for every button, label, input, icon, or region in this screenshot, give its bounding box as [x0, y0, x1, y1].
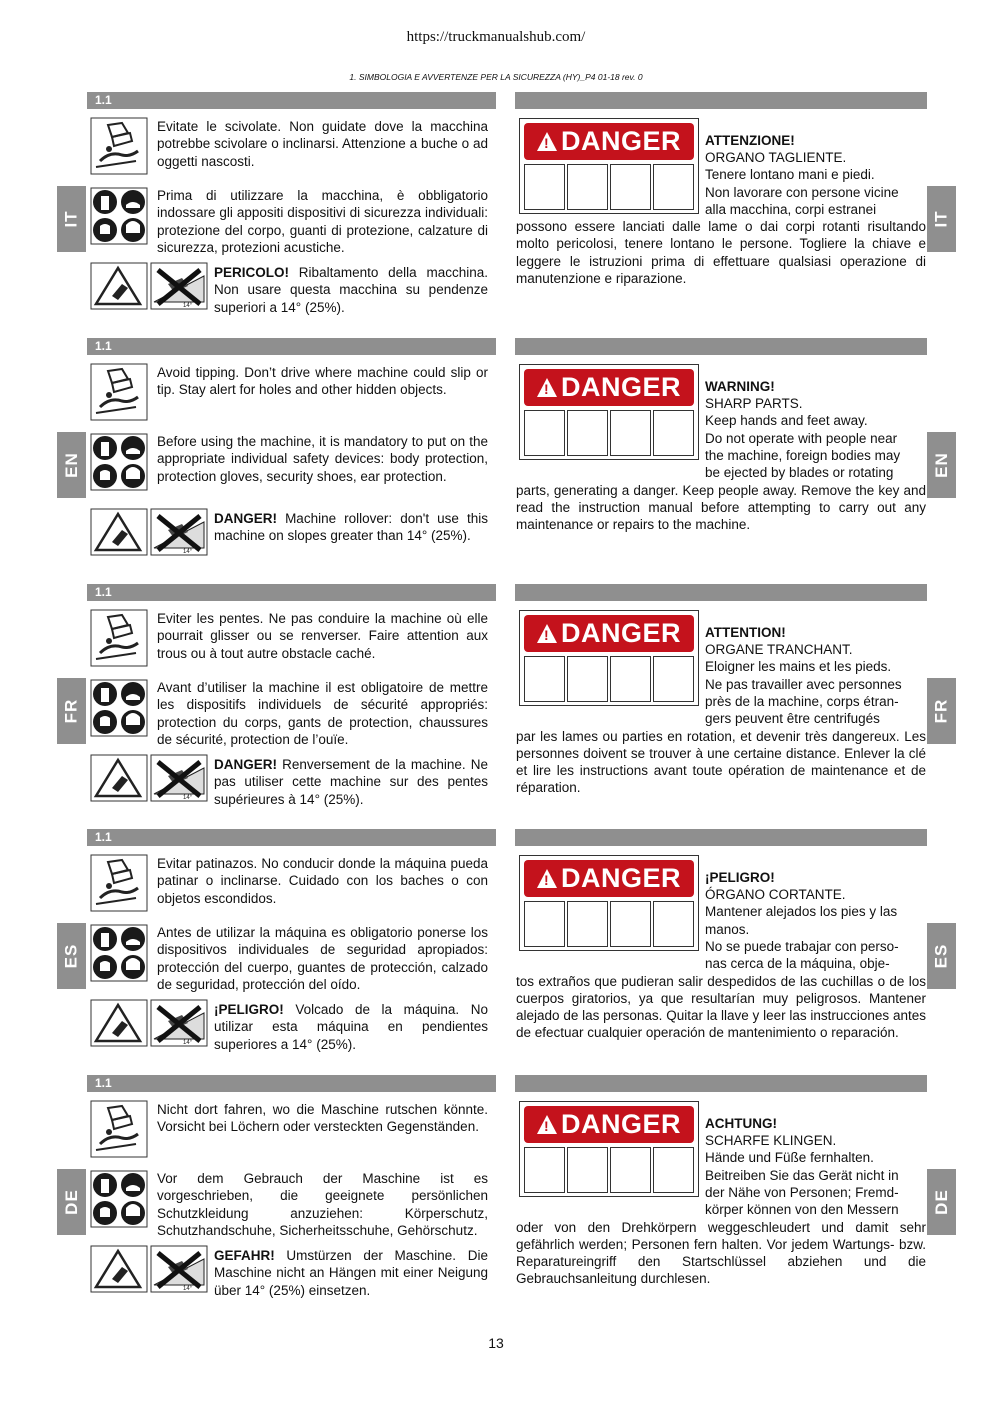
thrown-object-icon: [567, 410, 608, 456]
keep-distance-icon: [610, 164, 651, 210]
danger-banner: [524, 123, 694, 160]
section-number-bar: 1.1: [87, 584, 496, 601]
language-code: EN: [61, 452, 81, 478]
language-code: ES: [61, 943, 81, 969]
rollover-warning-label: DANGER!: [214, 511, 277, 526]
rollover-warning-label: PERICOLO!: [214, 265, 290, 280]
section-number-bar: 1.1: [87, 829, 496, 846]
section-number-bar: 1.1: [87, 92, 496, 109]
language-code: FR: [931, 698, 951, 724]
slip-warning-text: Evitate le scivolate. Non guidate dove la macchina potrebbe scivolare o inclinarsi. Attenzione a buche o ad oggetti nascosti.: [157, 119, 488, 169]
thrown-object-icon: [567, 164, 608, 210]
language-code: DE: [931, 1189, 951, 1215]
rollover-warning-label: DANGER!: [214, 757, 277, 772]
danger-text-line: Beitreiben Sie das Gerät nicht in: [705, 1167, 899, 1183]
section-bar-right: [515, 829, 927, 846]
danger-text-body: par les lames ou parties en rotation, et devenir très dangereux. Les personnes doivent se trouver à une certaine distance. Enlever la clé et lire les instructions avant toute opération de maintenance et de réparation.: [516, 728, 926, 796]
danger-text-body: possono essere lanciati dalle lame o dai corpi rotanti risultando molto pericolosi, tenere lontano le persone. Togliere la chiave e leggere le istruzioni prima di effettuare qualsiasi operazione di manutenzione e riparazione.: [516, 219, 926, 287]
rollover-warning-label: ¡PELIGRO!: [214, 1002, 284, 1017]
ppe-icon: [90, 433, 148, 491]
danger-sign: [519, 855, 699, 951]
ppe-text: Before using the machine, it is mandatory to put on the appropriate individual safety devices: body protection, protection gloves, security shoes, ear protection.: [157, 434, 488, 484]
hand-blade-icon: [524, 164, 565, 210]
danger-sign-text: DANGER: [560, 372, 681, 402]
warning-triangle-icon: [537, 1115, 557, 1134]
language-code: EN: [931, 452, 951, 478]
ppe-text: Antes de utilizar la máquina es obligatorio ponerse los dispositivos individuales de seguridad apropiados: protección del cuerpo, guantes de protección, calzado de seguridad, protección del oído.: [157, 925, 488, 992]
rollover-warning-body: Ribaltamento della macchina. Non usare questa macchina su pendenze superiori a 14° (25%).: [214, 265, 488, 315]
thrown-object-icon: [567, 1147, 608, 1193]
ppe-icon: [90, 1170, 148, 1228]
keep-distance-icon: [610, 410, 651, 456]
danger-text-line: nas cerca de la máquina, obje-: [705, 956, 890, 972]
slip-warning-icon: [90, 117, 148, 175]
danger-text-line: ORGANE TRANCHANT.: [705, 642, 853, 657]
danger-title: ¡PELIGRO!: [705, 870, 775, 885]
danger-title: ACHTUNG!: [705, 1116, 777, 1131]
no-slope-icon: [150, 262, 208, 310]
svg-text:14°: 14°: [183, 1286, 193, 1292]
danger-title: ATTENZIONE!: [705, 133, 795, 148]
danger-text-line: Eloigner les mains et les pieds.: [705, 659, 892, 675]
slip-warning-icon: [90, 1100, 148, 1158]
slip-warning-text: Nicht dort fahren, wo die Maschine rutschen könnte. Vorsicht bei Löchern oder versteckten Gegenständen.: [157, 1102, 488, 1135]
no-slope-icon: [150, 1245, 208, 1293]
language-tab-right: [927, 186, 956, 252]
ppe-icon: [90, 187, 148, 245]
danger-pictograms: [524, 164, 694, 210]
keep-distance-icon: [610, 656, 651, 702]
source-url[interactable]: https://truckmanualshub.com/: [406, 29, 586, 45]
ppe-text: Avant d’utiliser la machine il est obligatoire de mettre les dispositifs individuels de sécurité appropriés: protection du corps, gants de protection, chaussures de sécurité, protection de l’ouïe.: [157, 680, 488, 747]
danger-sign-text: DANGER: [560, 126, 681, 156]
language-code: DE: [61, 1189, 81, 1215]
danger-banner: [524, 1106, 694, 1143]
danger-sign: [519, 364, 699, 460]
danger-pictograms: [524, 410, 694, 456]
danger-title: ATTENTION!: [705, 625, 786, 640]
remove-key-read-manual-icon: [653, 656, 694, 702]
tip-hazard-icon: [90, 508, 148, 556]
danger-text-line: No se puede trabajar con perso-: [705, 938, 899, 954]
language-tab-left: [57, 1169, 86, 1235]
rollover-warning-text: [214, 264, 488, 316]
language-code: IT: [931, 210, 951, 228]
no-slope-icon: [150, 754, 208, 802]
danger-text-line: gers peuvent être centrifugés: [705, 711, 880, 727]
svg-text:14°: 14°: [183, 795, 193, 801]
slip-warning-icon: [90, 609, 148, 667]
tip-hazard-icon: [90, 262, 148, 310]
slip-warning-text: Evitar patinazos. No conducir donde la máquina pueda patinar o inclinarse. Cuidado con los baches o con objetos escondidos.: [157, 856, 488, 906]
danger-text-line: Hände und Füße fernhalten.: [705, 1150, 874, 1166]
danger-text-line: alla macchina, corpi estranei: [705, 201, 877, 217]
danger-text-line: the machine, foreign bodies may: [705, 447, 901, 463]
danger-text-line: Non lavorare con persone vicine: [705, 184, 899, 200]
danger-text-line: Mantener alejados los pies y las: [705, 904, 898, 920]
danger-text-line: ORGANO TAGLIENTE.: [705, 150, 847, 165]
remove-key-read-manual-icon: [653, 1147, 694, 1193]
danger-pictograms: [524, 901, 694, 947]
keep-distance-icon: [610, 1147, 651, 1193]
thrown-object-icon: [567, 656, 608, 702]
danger-text-line: der Nähe von Personen; Fremd-: [705, 1184, 899, 1200]
danger-sign-text: DANGER: [560, 618, 681, 648]
language-code: IT: [61, 210, 81, 228]
danger-text-line: ÓRGANO CORTANTE.: [705, 887, 846, 902]
language-tab-left: [57, 186, 86, 252]
danger-text-line: près de la machine, corps étran-: [705, 693, 899, 709]
language-code: ES: [931, 943, 951, 969]
keep-distance-icon: [610, 901, 651, 947]
danger-text-body: oder von den Drehkörpern weggeschleudert und damit sehr gefährlich werden; Personen fern halten. Vor jedem Wartungs- bzw. Reparatureingriff den Startschlüssel abziehen und die Gebrauchsanleitung durchlesen.: [516, 1219, 926, 1287]
hand-blade-icon: [524, 901, 565, 947]
rollover-warning-body: Machine rollover: don't use this machine on slopes greater than 14° (25%).: [214, 511, 488, 544]
danger-text-line: Keep hands and feet away.: [705, 413, 868, 429]
rollover-warning-label: GEFAHR!: [214, 1248, 275, 1263]
remove-key-read-manual-icon: [653, 164, 694, 210]
svg-text:14°: 14°: [183, 549, 193, 555]
tip-hazard-icon: [90, 754, 148, 802]
danger-sign-text: DANGER: [560, 863, 681, 893]
danger-text-body: parts, generating a danger. Keep people away. Remove the key and read the instruction manual before attempting to carry out any maintenance or repairs to the machine.: [516, 482, 926, 533]
warning-triangle-icon: [537, 869, 557, 888]
ppe-text: Vor dem Gebrauch der Maschine ist es vorgeschrieben, die geeignete persönlichen Schutzkleidung anzuziehen: Körperschutz, Schutzhandschuhe, Sicherheitsschuhe, Gehörschutz.: [157, 1171, 488, 1238]
danger-text-line: Do not operate with people near: [705, 430, 898, 446]
language-code: FR: [61, 698, 81, 724]
section-number-bar: 1.1: [87, 338, 496, 355]
language-tab-right: [927, 923, 956, 989]
section-number-bar: 1.1: [87, 1075, 496, 1092]
danger-sign: [519, 1101, 699, 1197]
section-bar-right: [515, 338, 927, 355]
language-tab-right: [927, 1169, 956, 1235]
danger-text-line: körper können von den Messern: [705, 1202, 899, 1218]
danger-pictograms: [524, 656, 694, 702]
rollover-warning-text: [214, 756, 488, 808]
language-tab-left: [57, 923, 86, 989]
rollover-warning-text: [214, 1247, 488, 1299]
danger-text-line: Ne pas travailler avec personnes: [705, 676, 902, 692]
danger-text-line: SHARP PARTS.: [705, 396, 803, 411]
language-tab-left: [57, 678, 86, 744]
warning-triangle-icon: [537, 378, 557, 397]
danger-banner: [524, 615, 694, 652]
tip-hazard-icon: [90, 999, 148, 1047]
danger-sign: [519, 118, 699, 214]
danger-text-line: be ejected by blades or rotating: [705, 465, 894, 481]
rollover-warning-text: [214, 1001, 488, 1053]
danger-text-body: tos extraños que pudieran salir despedidos de las cuchillas o de los cuerpos giratorios, ya que resultarían muy peligrosos. Mantener alejado de las personas. Quitar la llave y leer las instrucciones antes de efectuar cualquier operación de mantenimiento o reparación.: [516, 973, 926, 1041]
ppe-icon: [90, 679, 148, 737]
rollover-warning-body: Renversement de la machine. Ne pas utiliser cette machine sur des pentes supérieures à 14° (25%).: [214, 757, 488, 807]
warning-triangle-icon: [537, 624, 557, 643]
remove-key-read-manual-icon: [653, 410, 694, 456]
ppe-text: Prima di utilizzare la macchina, è obbligatorio indossare gli appositi dispositivi di sicurezza individuali: protezione del corpo, guanti di protezione, calzature di sicurezza, protezioni acustiche.: [157, 188, 488, 255]
svg-text:14°: 14°: [183, 1040, 193, 1046]
hand-blade-icon: [524, 656, 565, 702]
section-bar-right: [515, 584, 927, 601]
rollover-warning-body: Volcado de la máquina. No utilizar esta máquina en pendientes superiores a 14° (25%).: [214, 1002, 488, 1052]
page-number: 13: [488, 1335, 504, 1351]
hand-blade-icon: [524, 1147, 565, 1193]
rollover-warning-body: Umstürzen der Maschine. Die Maschine nicht an Hängen mit einer Neigung über 14° (25%) einsetzen.: [214, 1248, 488, 1298]
hand-blade-icon: [524, 410, 565, 456]
danger-banner: [524, 860, 694, 897]
language-tab-right: [927, 678, 956, 744]
danger-pictograms: [524, 1147, 694, 1193]
section-bar-right: [515, 92, 927, 109]
danger-text-line: Tenere lontano mani e piedi.: [705, 167, 875, 183]
tip-hazard-icon: [90, 1245, 148, 1293]
language-tab-left: [57, 432, 86, 498]
danger-banner: [524, 369, 694, 406]
language-tab-right: [927, 432, 956, 498]
svg-text:14°: 14°: [183, 303, 193, 309]
slip-warning-icon: [90, 854, 148, 912]
rollover-warning-text: [214, 510, 488, 545]
danger-sign-text: DANGER: [560, 1109, 681, 1139]
no-slope-icon: [150, 999, 208, 1047]
danger-text-line: SCHARFE KLINGEN.: [705, 1133, 837, 1148]
section-bar-right: [515, 1075, 927, 1092]
slip-warning-text: Avoid tipping. Don’t drive where machine could slip or tip. Stay alert for holes and other hidden objects.: [157, 365, 488, 398]
slip-warning-text: Eviter les pentes. Ne pas conduire la machine où elle pourrait glisser ou se renverser. Faire attention aux trous ou à tout autre obstacle caché.: [157, 611, 488, 661]
danger-sign: [519, 610, 699, 706]
remove-key-read-manual-icon: [653, 901, 694, 947]
danger-text-line: manos.: [705, 921, 750, 937]
no-slope-icon: [150, 508, 208, 556]
danger-title: WARNING!: [705, 379, 775, 394]
slip-warning-icon: [90, 363, 148, 421]
thrown-object-icon: [567, 901, 608, 947]
warning-triangle-icon: [537, 132, 557, 151]
page-header: 1. SIMBOLOGIA E AVVERTENZE PER LA SICUREZZA (HY)_P4 01-18 rev. 0: [349, 72, 643, 82]
ppe-icon: [90, 924, 148, 982]
